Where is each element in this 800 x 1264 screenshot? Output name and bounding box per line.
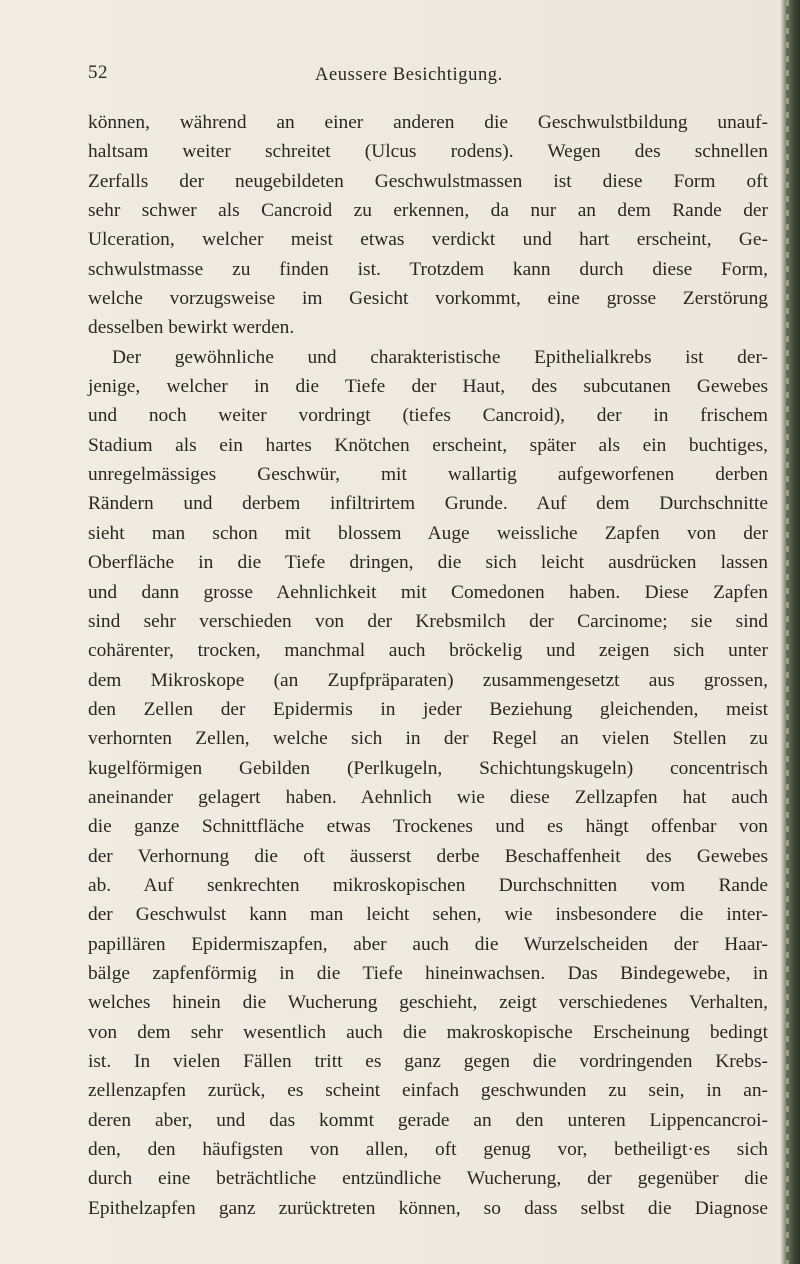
text-line: cohärenter, trocken, manchmal auch bröckelig und zeigen sich unter <box>88 640 768 662</box>
text-line: aneinander gelagert haben. Aehnlich wie diese Zellzapfen hat auch <box>88 786 768 808</box>
text-line: haltsam weiter schreitet (Ulcus rodens). Wegen des schnellen <box>88 141 768 163</box>
text-line: schwulstmasse zu finden ist. Trotzdem kann durch diese Form, <box>88 258 768 280</box>
page-number: 52 <box>88 62 108 83</box>
text-line: desselben bewirkt werden. <box>88 317 295 339</box>
text-line: Der gewöhnliche und charakteristische Epithelialkrebs ist der- <box>112 346 768 368</box>
text-line: und noch weiter vordringt (tiefes Cancroid), der in frischem <box>88 405 768 427</box>
text-line: sind sehr verschieden von der Krebsmilch der Carcinome; sie sind <box>88 610 768 632</box>
text-line: ab. Auf senkrechten mikroskopischen Durchschnitten vom Rande <box>88 874 768 896</box>
text-line: der Geschwulst kann man leicht sehen, wie insbesondere die inter- <box>88 904 768 926</box>
text-line: bälge zapfenförmig in die Tiefe hineinwachsen. Das Bindegewebe, in <box>88 962 768 984</box>
body-text <box>88 108 768 1223</box>
text-line: Rändern und derbem infiltrirtem Grunde. Auf dem Durchschnitte <box>88 493 768 515</box>
text-line: den Zellen der Epidermis in jeder Beziehung gleichenden, meist <box>88 698 768 720</box>
text-line: Ulceration, welcher meist etwas verdickt und hart erscheint, Ge- <box>88 229 768 251</box>
text-line: papillären Epidermiszapfen, aber auch die Wurzelscheiden der Haar- <box>88 933 768 955</box>
text-line: kugelförmigen Gebilden (Perlkugeln, Schichtungskugeln) concentrisch <box>88 757 768 779</box>
text-line: sehr schwer als Cancroid zu erkennen, da nur an dem Rande der <box>88 200 768 222</box>
text-line: dem Mikroskope (an Zupfpräparaten) zusammengesetzt aus grossen, <box>88 669 768 691</box>
text-line: Stadium als ein hartes Knötchen erscheint, später als ein buchtiges, <box>88 434 768 456</box>
text-line: zellenzapfen zurück, es scheint einfach geschwunden zu sein, in an- <box>88 1080 768 1102</box>
text-line: den, den häufigsten von allen, oft genug vor, betheiligt·es sich <box>88 1139 768 1161</box>
page-binding-edge <box>780 0 800 1264</box>
running-head: Aeussere Besichtigung. <box>315 65 503 85</box>
text-line: welche vorzugsweise im Gesicht vorkommt, eine grosse Zerstörung <box>88 288 768 310</box>
text-line: und dann grosse Aehnlichkeit mit Comedonen haben. Diese Zapfen <box>88 581 768 603</box>
text-line: Oberfläche in die Tiefe dringen, die sich leicht ausdrücken lassen <box>88 552 768 574</box>
text-line: durch eine beträchtliche entzündliche Wucherung, der gegenüber die <box>88 1168 768 1190</box>
text-line: welches hinein die Wucherung geschieht, zeigt verschiedenes Verhalten, <box>88 992 768 1014</box>
text-line: Zerfalls der neugebildeten Geschwulstmassen ist diese Form oft <box>88 170 768 192</box>
text-line: verhornten Zellen, welche sich in der Regel an vielen Stellen zu <box>88 728 768 750</box>
text-line: der Verhornung die oft äusserst derbe Beschaffenheit des Gewebes <box>88 845 768 867</box>
text-line: jenige, welcher in die Tiefe der Haut, des subcutanen Gewebes <box>88 376 768 398</box>
text-line: können, während an einer anderen die Geschwulstbildung unauf- <box>88 112 768 133</box>
text-line: deren aber, und das kommt gerade an den unteren Lippencancroi- <box>88 1109 768 1131</box>
text-line: Epithelzapfen ganz zurücktreten können, so dass selbst die Diagnose <box>88 1197 768 1219</box>
text-line: von dem sehr wesentlich auch die makroskopische Erscheinung bedingt <box>88 1021 768 1043</box>
text-line: unregelmässiges Geschwür, mit wallartig aufgeworfenen derben <box>88 464 768 486</box>
text-line: ist. In vielen Fällen tritt es ganz gegen die vordringenden Krebs- <box>88 1051 768 1072</box>
text-line: die ganze Schnittfläche etwas Trockenes und es hängt offenbar von <box>88 816 768 838</box>
text-line: sieht man schon mit blossem Auge weissliche Zapfen von der <box>88 522 768 544</box>
